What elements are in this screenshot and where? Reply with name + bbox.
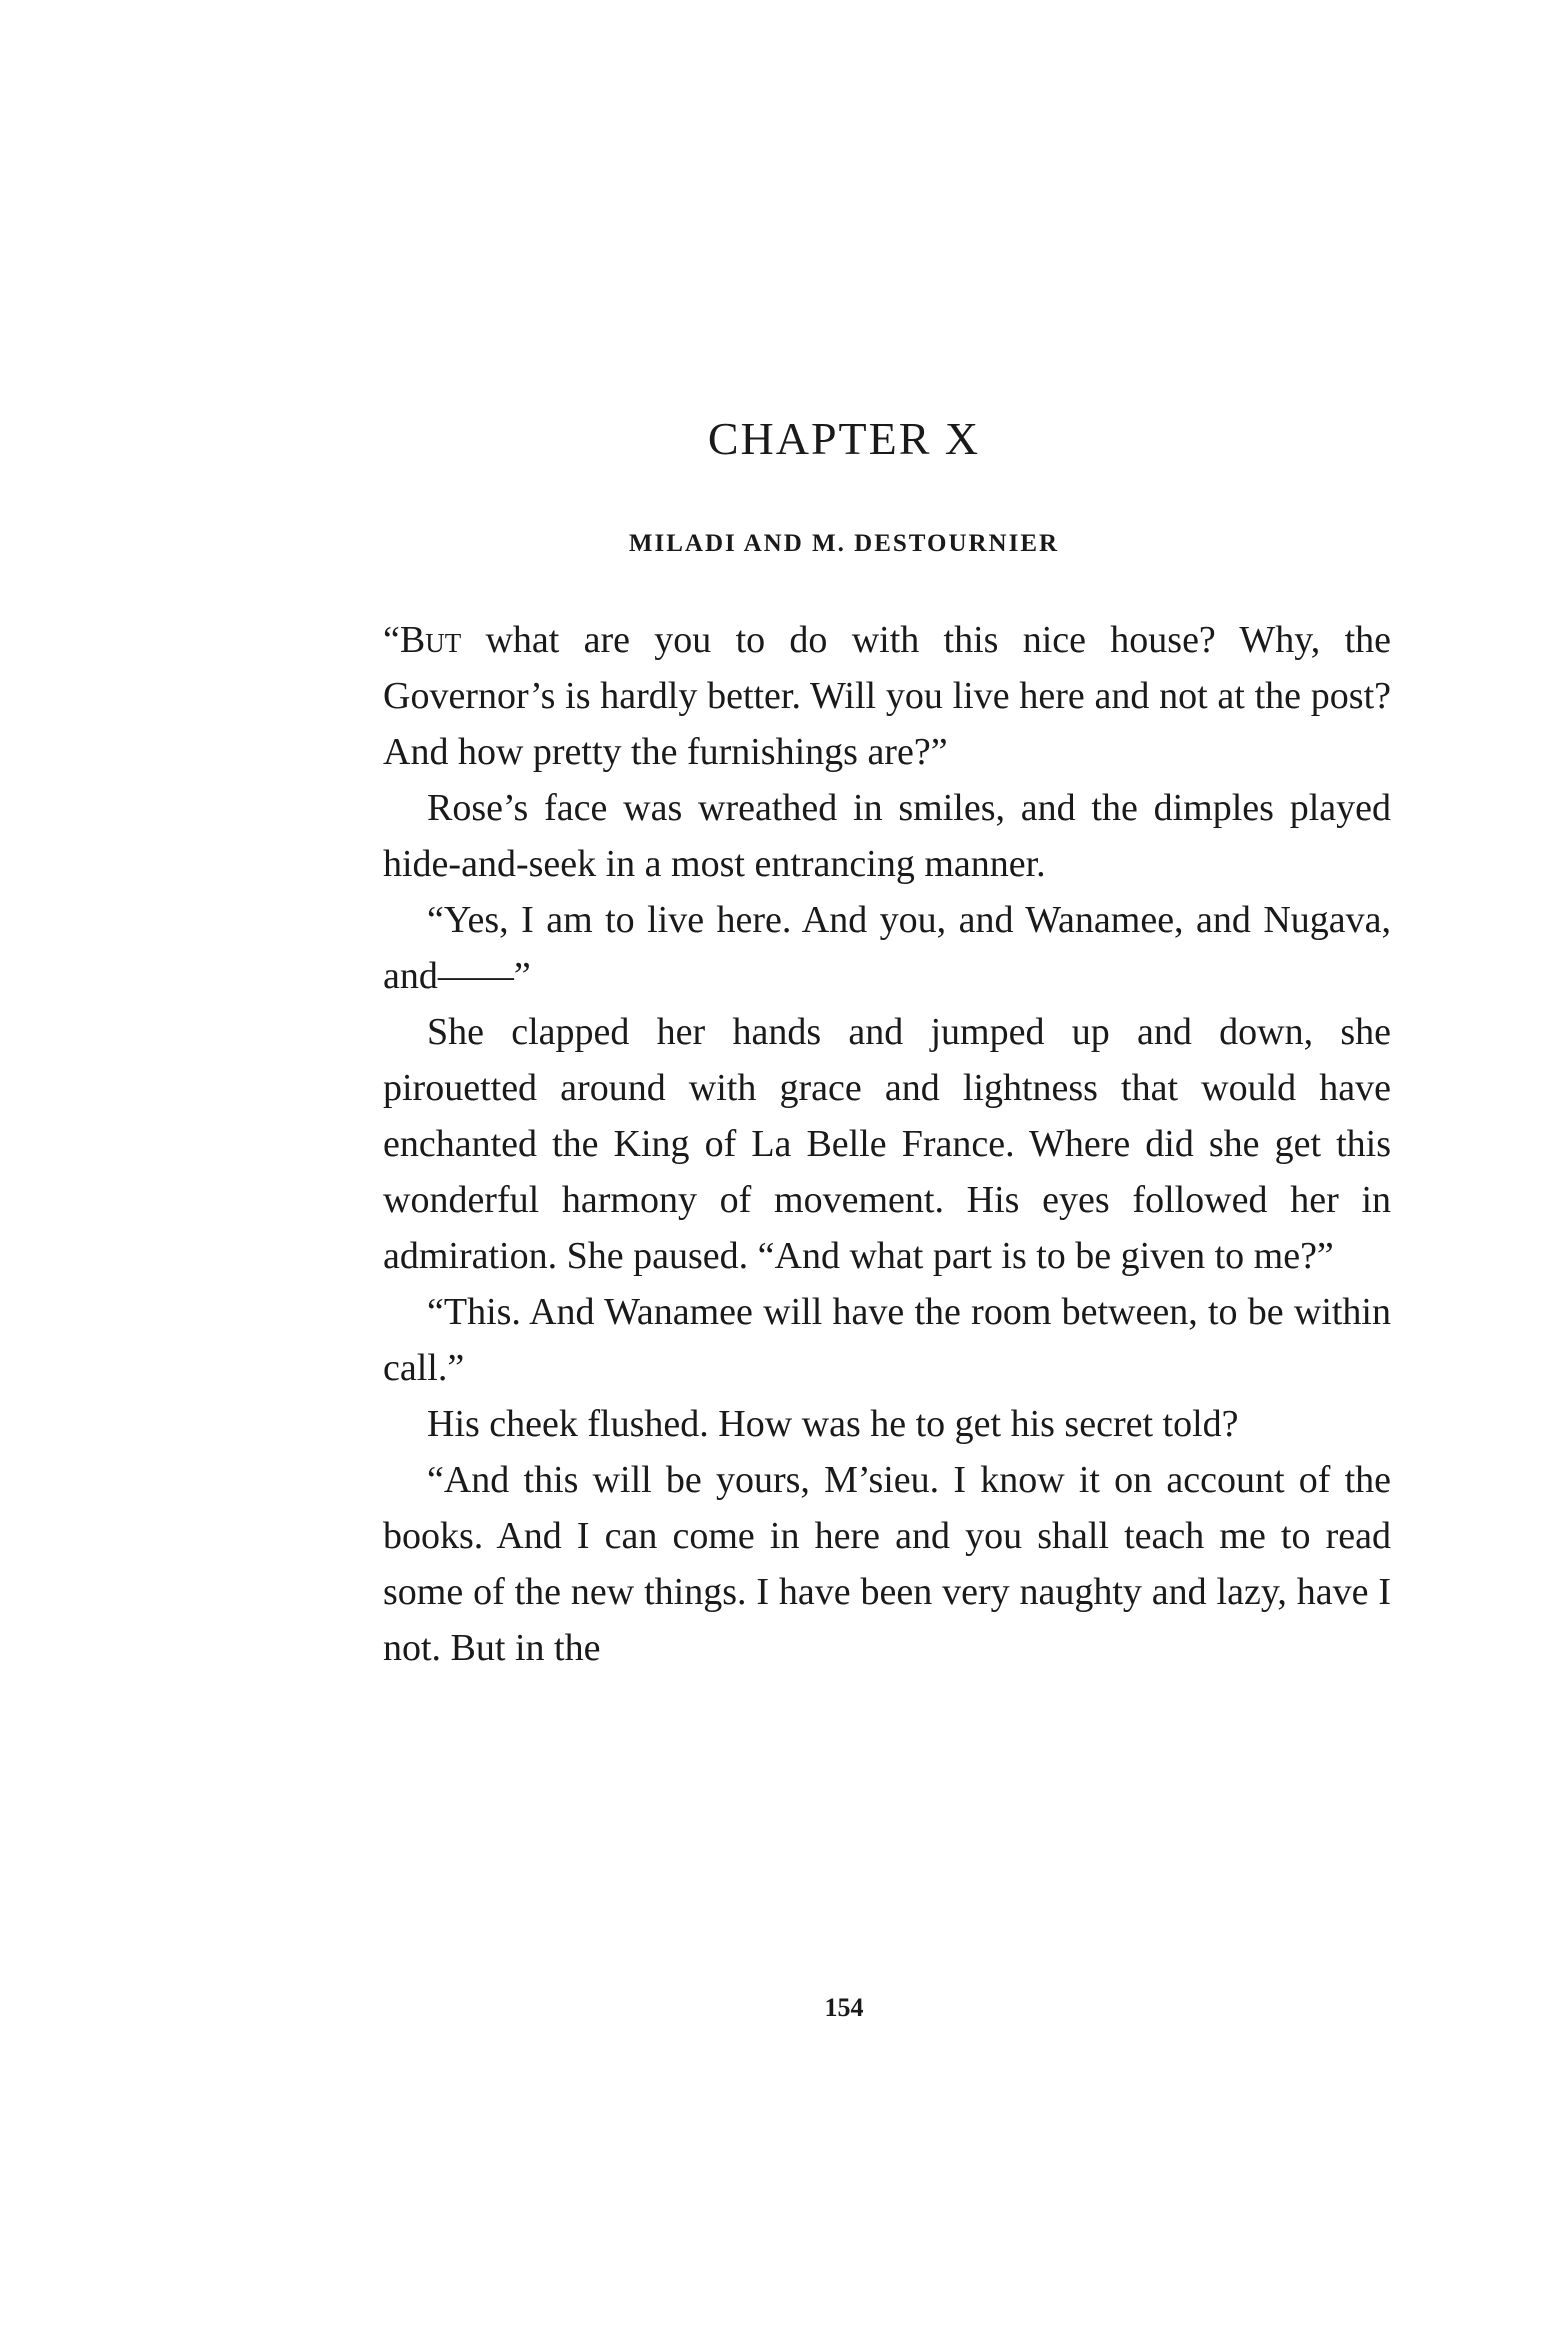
paragraph-text: what are you to do with this nice house? Why, the Governor’s is hardly better. Will you live here and not at the post? And how pretty the furnishings are?”: [383, 619, 1391, 773]
paragraph: She clapped her hands and jumped up and down, she pirouetted around with grace and lightness that would have enchanted the King of La Belle France. Where did she get this wonderful harmony of movement. His eyes followed her in admiration. She paused. “And what part is to be given to me?”: [383, 1011, 1391, 1277]
paragraph: Rose’s face was wreathed in smiles, and the dimples played hide-and-seek in a most entrancing manner.: [383, 787, 1391, 885]
chapter-subtitle: MILADI AND M. DESTOURNIER: [628, 530, 1060, 557]
paragraph: “This. And Wanamee will have the room between, to be within call.”: [383, 1291, 1391, 1389]
chapter-title: CHAPTER X: [707, 413, 981, 464]
page-number: 154: [824, 1993, 864, 2022]
body-text: [383, 612, 1391, 1676]
paragraph: [383, 612, 1391, 780]
paragraph-lead-word: “But: [383, 619, 462, 661]
paragraph: “Yes, I am to live here. And you, and Wanamee, and Nugava, and——”: [383, 899, 1391, 997]
paragraph: “And this will be yours, M’sieu. I know it on account of the books. And I can come in here and you shall teach me to read some of the new things. I have been very naughty and lazy, have I not. But in the: [383, 1459, 1391, 1669]
paragraph: His cheek flushed. How was he to get his secret told?: [427, 1403, 1239, 1445]
